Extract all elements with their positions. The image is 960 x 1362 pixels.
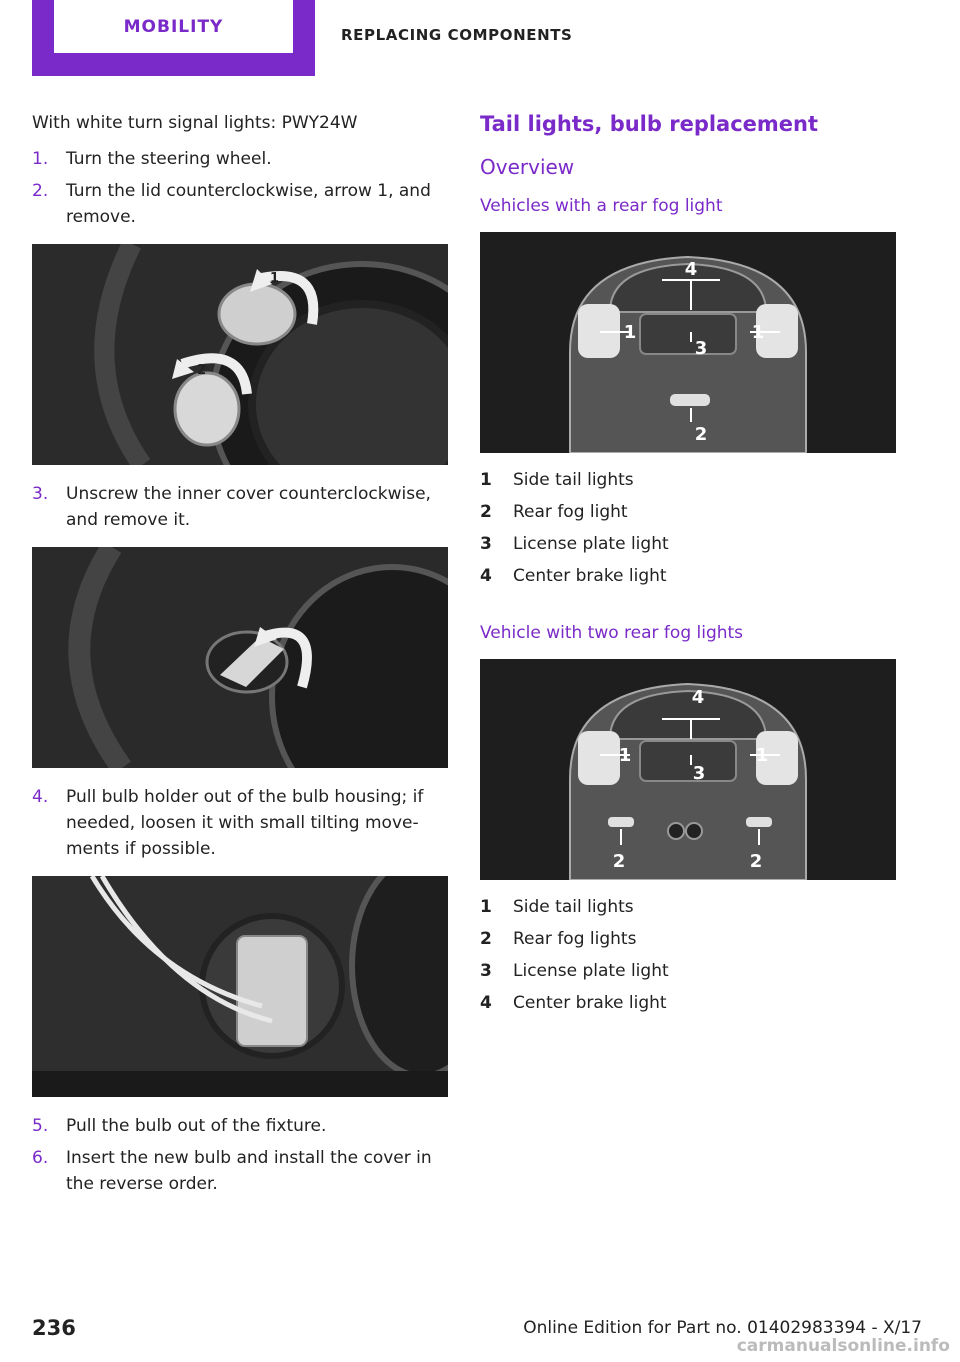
step-number: 2. xyxy=(32,181,49,201)
right-column xyxy=(480,110,896,1022)
intro-text: With white turn signal lights: PWY24W xyxy=(32,113,358,133)
rear-view-two-fog-figure xyxy=(480,659,896,880)
legend-text: Side tail lights xyxy=(513,470,634,490)
legend-item xyxy=(480,926,896,952)
step-item xyxy=(32,1113,448,1139)
step-text: Turn the steering wheel. xyxy=(66,149,272,169)
legend-text: License plate light xyxy=(513,534,669,554)
subheading-two-fog: Vehicle with two rear fog lights xyxy=(480,623,744,643)
overview-heading: Overview xyxy=(480,155,575,179)
section-title: Tail lights, bulb replacement xyxy=(480,112,819,136)
header-tab-label: MOBILITY xyxy=(54,0,293,53)
step-text: Pull bulb holder out of the bulb housing; if needed, loosen it with small tilting move‐ ments if possible. xyxy=(66,787,424,859)
legend-item xyxy=(480,563,896,589)
step-number: 6. xyxy=(32,1148,49,1168)
legend-number: 2 xyxy=(480,502,492,522)
callout-label: 2 xyxy=(694,424,708,445)
callout-label: 3 xyxy=(694,338,708,359)
step-number: 1. xyxy=(32,149,49,169)
legend-item xyxy=(480,499,896,525)
left-column xyxy=(32,110,448,1203)
step-text: Unscrew the inner cover counterclockwise, and remove it. xyxy=(66,484,431,530)
inner-cover-figure xyxy=(32,547,448,768)
legend-text: Center brake light xyxy=(513,566,667,586)
legend-text: Side tail lights xyxy=(513,897,634,917)
legend-item xyxy=(480,467,896,493)
step-text: Insert the new bulb and install the cover in the reverse order. xyxy=(66,1148,432,1194)
wheel-arch-cover-figure xyxy=(32,244,448,465)
legend-number: 3 xyxy=(480,534,492,554)
legend-item xyxy=(480,531,896,557)
callout-label: 3 xyxy=(692,763,706,784)
step-item xyxy=(32,146,448,172)
page-number: 236 xyxy=(32,1316,76,1340)
bulb-holder-figure xyxy=(32,876,448,1097)
rear-view-one-fog-figure xyxy=(480,232,896,453)
callout-label: 4 xyxy=(684,259,698,280)
edition-footer: Online Edition for Part no. 01402983394 - X/17 xyxy=(523,1318,922,1338)
legend-item xyxy=(480,958,896,984)
legend-item xyxy=(480,990,896,1016)
figure-label: 1 xyxy=(270,271,280,286)
callout-label: 1 xyxy=(618,745,632,766)
legend-text: Rear fog lights xyxy=(513,929,637,949)
legend-text: Rear fog light xyxy=(513,502,628,522)
legend-number: 4 xyxy=(480,993,492,1013)
step-item xyxy=(32,481,448,533)
callout-label: 2 xyxy=(749,851,763,872)
legend-number: 1 xyxy=(480,470,492,490)
step-item xyxy=(32,178,448,230)
legend-number: 1 xyxy=(480,897,492,917)
step-number: 4. xyxy=(32,787,49,807)
step-text: Turn the lid counterclockwise, arrow 1, and remove. xyxy=(66,181,431,227)
legend-text: License plate light xyxy=(513,961,669,981)
callout-label: 4 xyxy=(691,687,705,708)
figure-label: 2 xyxy=(197,363,207,378)
legend-item xyxy=(480,894,896,920)
step-number: 5. xyxy=(32,1116,49,1136)
subheading-one-fog: Vehicles with a rear fog light xyxy=(480,196,723,216)
step-item xyxy=(32,784,448,862)
legend-number: 3 xyxy=(480,961,492,981)
legend-text: Center brake light xyxy=(513,993,667,1013)
legend-number: 2 xyxy=(480,929,492,949)
watermark: carmanualsonline.info xyxy=(736,1336,950,1356)
callout-label: 2 xyxy=(612,851,626,872)
header-section-title: REPLACING COMPONENTS xyxy=(341,26,573,44)
step-item xyxy=(32,1145,448,1197)
callout-label: 1 xyxy=(623,322,637,343)
legend-number: 4 xyxy=(480,566,492,586)
callout-label: 1 xyxy=(755,745,769,766)
step-number: 3. xyxy=(32,484,49,504)
callout-label: 1 xyxy=(751,322,765,343)
step-text: Pull the bulb out of the fixture. xyxy=(66,1116,327,1136)
header-tab xyxy=(32,0,315,76)
